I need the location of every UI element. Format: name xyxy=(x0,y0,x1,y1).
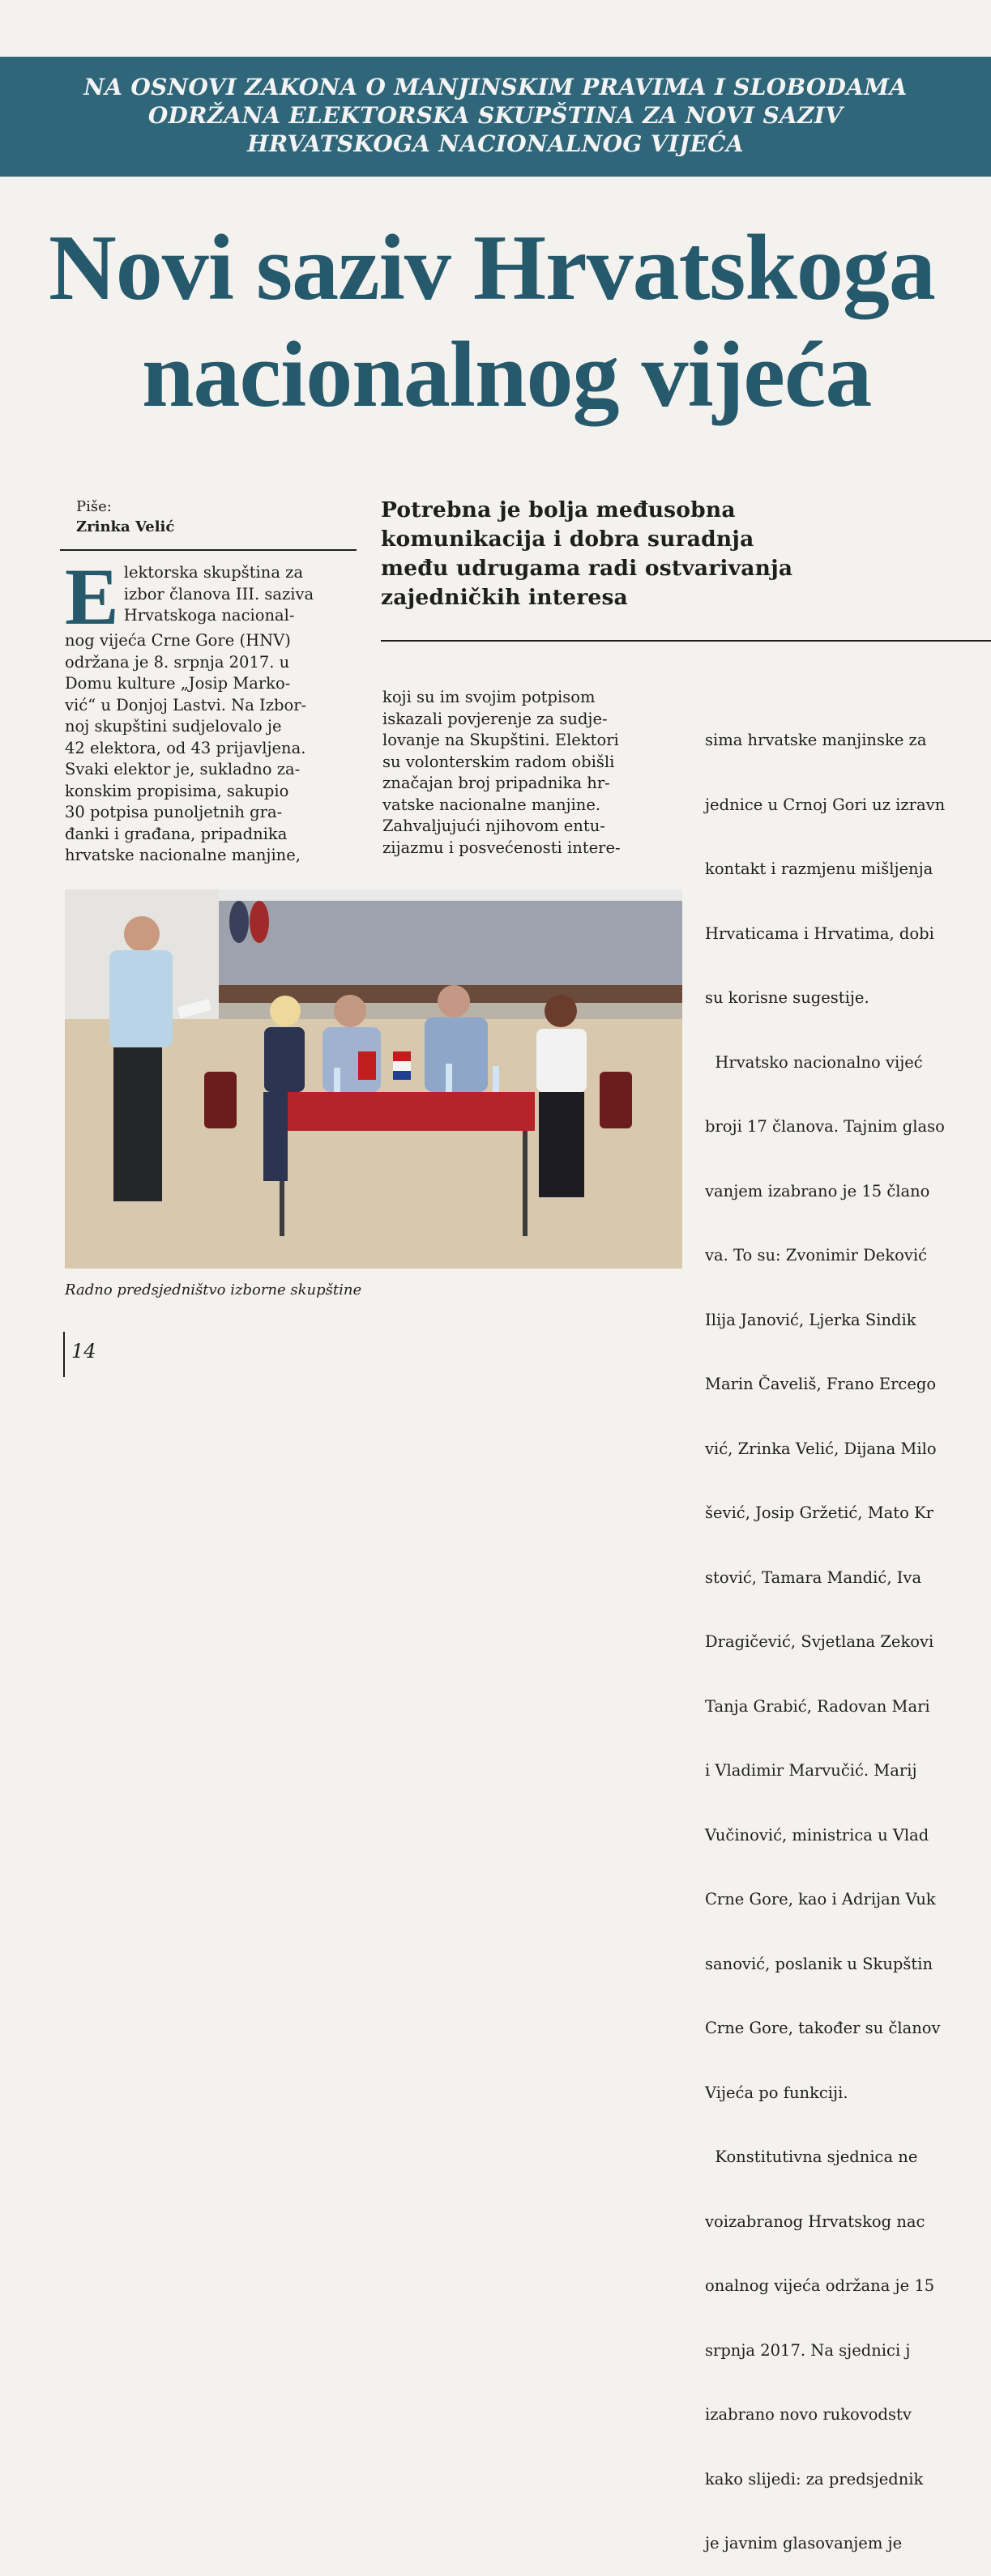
body-line: Hrvaticama i Hrvatima, dobi xyxy=(705,923,934,943)
body-line: izbor članova III. saziva xyxy=(123,584,314,603)
article-subheading xyxy=(381,496,948,612)
body-line: lovanje na Skupštini. Elektori xyxy=(382,731,619,749)
drop-cap: E xyxy=(65,552,119,642)
body-line: voizabranog Hrvatskog nac xyxy=(705,2211,925,2231)
body-line: značajan broj pripadnika hr- xyxy=(382,774,610,792)
body-line: Vučinović, ministrica u Vlad xyxy=(705,1825,929,1845)
body-line: sanović, poslanik u Skupštin xyxy=(705,1954,933,1973)
body-line: izabrano novo rukovodstv xyxy=(705,2405,912,2424)
body-line: onalnog vijeća održana je 15 xyxy=(705,2276,935,2295)
page-number: 14 xyxy=(71,1340,96,1363)
body-line: Tanja Grabić, Radovan Mari xyxy=(705,1696,930,1716)
section-banner xyxy=(0,57,991,177)
body-line: konskim propisima, sakupio xyxy=(65,781,289,800)
body-line: hrvatske nacionalne manjine, xyxy=(65,846,301,864)
subhead-line: zajedničkih interesa xyxy=(381,585,628,610)
article-headline xyxy=(49,215,991,429)
subhead-rule xyxy=(381,640,991,642)
body-line: va. To su: Zvonimir Deković xyxy=(705,1246,928,1265)
meeting-photo-illustration xyxy=(65,889,682,1269)
body-line: Svaki elektor je, sukladno za- xyxy=(65,760,301,778)
headline-line-1: Novi saziv Hrvatskoga xyxy=(49,216,935,320)
body-line: su volonterskim radom obišli xyxy=(382,752,615,771)
body-line: vić“ u Donjoj Lastvi. Na Izbor- xyxy=(65,695,307,714)
body-line: sima hrvatske manjinske za xyxy=(705,731,927,749)
body-line: Crne Gore, također su članov xyxy=(705,2019,941,2037)
body-line: održana je 8. srpnja 2017. u xyxy=(65,652,290,672)
body-line: 30 potpisa punoljetnih gra- xyxy=(65,803,283,821)
byline xyxy=(76,497,352,537)
body-line: šević, Josip Gržetić, Mato Kr xyxy=(705,1503,933,1522)
body-line: broji 17 članova. Tajnim glaso xyxy=(705,1117,945,1136)
body-line: nog vijeća Crne Gore (HNV) xyxy=(65,631,291,650)
byline-author: Zrinka Velić xyxy=(76,518,175,535)
subhead-line: Potrebna je bolja međusobna xyxy=(381,497,736,522)
body-line: Konstitutivna sjednica ne xyxy=(705,2147,918,2166)
body-line: Crne Gore, kao i Adrijan Vuk xyxy=(705,1890,936,1909)
body-line: i Vladimir Marvučić. Marij xyxy=(705,1761,917,1780)
body-line: 42 elektora, od 43 prijavljena. xyxy=(65,738,306,757)
body-line: Zahvaljujući njihovom entu- xyxy=(382,817,605,835)
body-line: kontakt i razmjenu mišljenja xyxy=(705,859,933,878)
body-column-2 xyxy=(382,687,682,859)
headline-line-2: nacionalnog vijeća xyxy=(142,323,872,427)
body-line: zijazmu i posvećenosti intere- xyxy=(382,838,621,857)
body-line: vić, Zrinka Velić, Dijana Milo xyxy=(705,1439,937,1458)
body-line: vatske nacionalne manjine. xyxy=(382,795,601,814)
body-line: đanki i građana, pripadnika xyxy=(65,824,288,843)
subhead-line: među udrugama radi ostvarivanja xyxy=(381,556,793,581)
body-line: jednice u Crnoj Gori uz izravn xyxy=(705,795,946,814)
body-line: Domu kulture „Josip Marko- xyxy=(65,674,291,693)
body-line: koji su im svojim potpisom xyxy=(382,688,596,706)
body-line: Dragičević, Svjetlana Zekovi xyxy=(705,1632,934,1651)
body-line: vanjem izabrano je 15 člano xyxy=(705,1181,930,1201)
article-photo xyxy=(65,889,682,1269)
body-line: su korisne sugestije. xyxy=(705,988,869,1007)
page-number-rule xyxy=(63,1332,65,1377)
body-line: Vijeća po funkciji. xyxy=(705,2083,848,2102)
photo-caption: Radno predsjedništvo izborne skupštine xyxy=(65,1282,362,1299)
banner-line: HRVATSKOGA NACIONALNOG VIJEĆA xyxy=(247,130,744,157)
banner-line: ODRŽANA ELEKTORSKA SKUPŠTINA ZA NOVI SAZIV xyxy=(147,102,844,129)
body-line: lektorska skupština za xyxy=(123,563,304,582)
body-column-1 xyxy=(65,552,337,867)
body-line: kako slijedi: za predsjednik xyxy=(705,2469,924,2489)
byline-label: Piše: xyxy=(76,498,112,515)
body-line: je javnim glasovanjem je xyxy=(705,2534,903,2553)
body-line: Ilija Janović, Ljerka Sindik xyxy=(705,1310,916,1329)
subhead-line: komunikacija i dobra suradnja xyxy=(381,527,754,552)
body-line: stović, Tamara Mandić, Iva xyxy=(705,1567,922,1587)
body-column-3 xyxy=(705,687,991,2576)
body-line: Hrvatskoga nacional- xyxy=(123,606,295,625)
body-line: Marin Čaveliš, Frano Ercego xyxy=(705,1375,937,1393)
byline-rule xyxy=(60,549,357,551)
body-line: iskazali povjerenje za sudje- xyxy=(382,709,608,728)
body-line: srpnja 2017. Na sjednici j xyxy=(705,2340,911,2360)
body-line: noj skupštini sudjelovalo je xyxy=(65,717,282,736)
banner-line: NA OSNOVI ZAKONA O MANJINSKIM PRAVIMA I SLOBODAMA xyxy=(83,74,908,100)
body-line: Hrvatsko nacionalno vijeć xyxy=(705,1052,923,1072)
